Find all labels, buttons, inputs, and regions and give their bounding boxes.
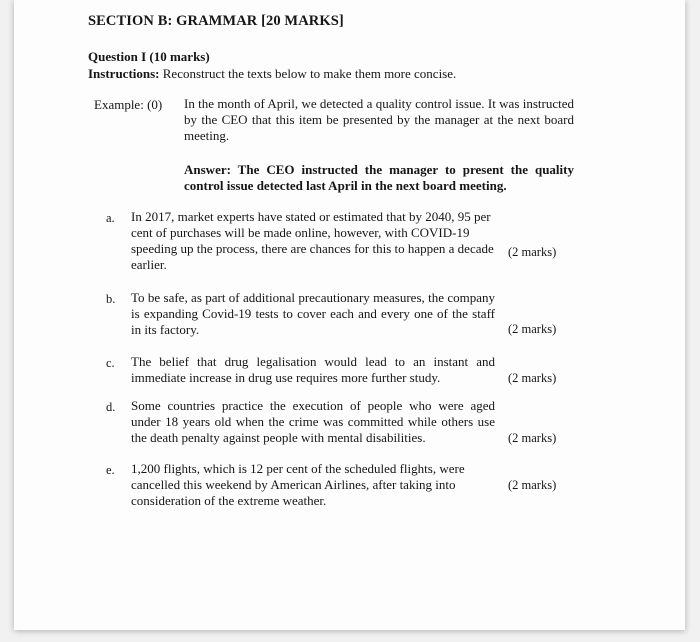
example-text: In the month of April, we detected a quality control issue. It was instructed by the CEO that this item be presented by the manager at the next board meeting.: [184, 96, 574, 143]
instructions: [88, 66, 456, 82]
section-title: SECTION B: GRAMMAR [20 MARKS]: [88, 13, 344, 29]
item-text-d: Some countries practice the execution of people who were aged under 18 years old when the crime was committed while others use the death penalty against people with mental disabilities.: [131, 398, 495, 445]
item-letter-c: c.: [106, 356, 115, 370]
question-title: Question I (10 marks): [88, 49, 210, 64]
item-marks-d: (2 marks): [508, 431, 557, 445]
item-text-e: 1,200 flights, which is 12 per cent of the scheduled flights, were cancelled this weekend by American Airlines, after taking into consideration of the extreme weather.: [131, 461, 465, 508]
item-letter-e: e.: [106, 463, 115, 477]
instructions-text: Reconstruct the texts below to make them more concise.: [162, 66, 457, 81]
item-text-b: To be safe, as part of additional precautionary measures, the company is expanding Covid-19 tests to cover each and every one of the staff in its factory.: [131, 290, 495, 337]
item-letter-b: b.: [106, 292, 116, 306]
document-page: [14, 0, 685, 630]
item-letter-a: a.: [106, 211, 115, 225]
item-marks-c: (2 marks): [508, 371, 557, 385]
item-marks-e: (2 marks): [508, 478, 557, 492]
item-marks-a: (2 marks): [508, 245, 557, 259]
item-text-a: In 2017, market experts have stated or estimated that by 2040, 95 per cent of purchases will be made online, however, with COVID-19 speeding up the process, there are chances for this to happen a decade earlier.: [131, 209, 494, 272]
item-marks-b: (2 marks): [508, 322, 557, 336]
item-letter-d: d.: [106, 400, 116, 414]
item-text-c: The belief that drug legalisation would lead to an instant and immediate increase in drug use requires more further study.: [131, 354, 495, 385]
instructions-label: Instructions:: [88, 66, 160, 81]
example-answer: Answer: The CEO instructed the manager to present the quality control issue detected last April in the next board meeting.: [184, 162, 574, 193]
example-label: Example: (0): [94, 97, 163, 112]
